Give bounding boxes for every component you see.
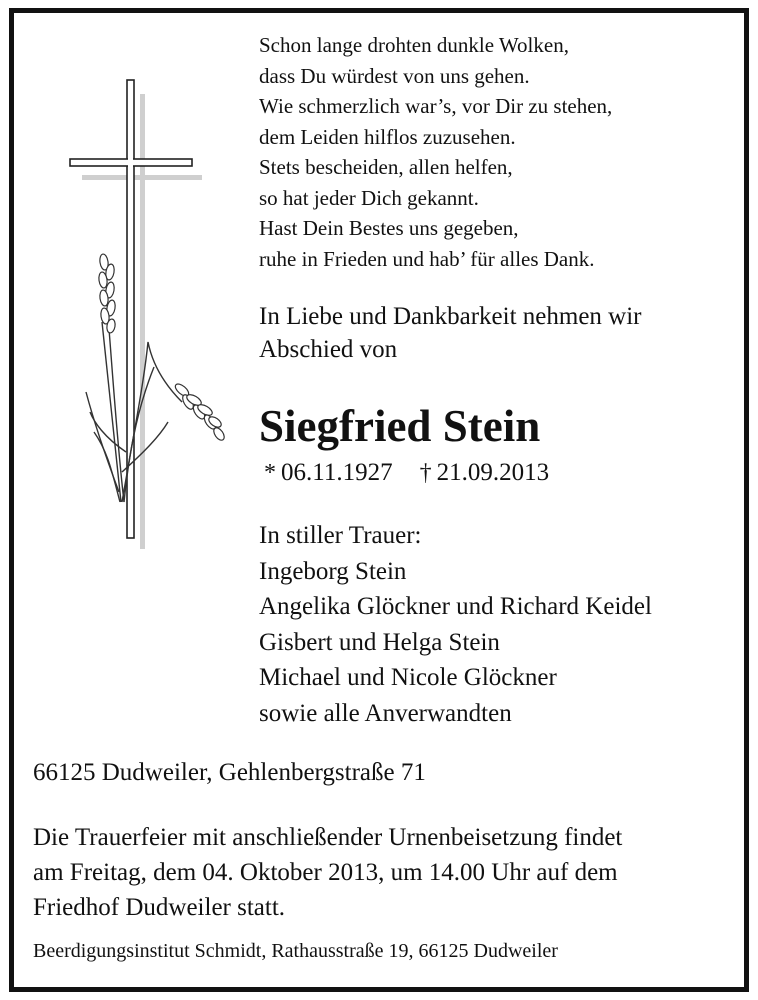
mourner-name: Angelika Glöckner und Richard Keidel xyxy=(259,593,652,620)
death-date: 21.09.2013 xyxy=(436,459,550,486)
poem-line: Stets bescheiden, allen helfen, xyxy=(259,155,513,179)
service-line: Friedhof Dudweiler statt. xyxy=(33,894,286,921)
poem-line: Schon lange drohten dunkle Wolken, xyxy=(259,33,569,57)
mourner-name: Gisbert und Helga Stein xyxy=(259,628,500,656)
life-dates xyxy=(259,456,549,490)
family-address: 66125 Dudweiler, Gehlenbergstraße 71 xyxy=(33,759,426,786)
poem xyxy=(259,30,612,274)
intro-line: In Liebe und Dankbarkeit nehmen wir xyxy=(259,303,642,330)
poem-line: ruhe in Frieden und hab’ für alles Dank. xyxy=(259,246,595,271)
mourner-name: sowie alle Anverwandten xyxy=(259,699,512,727)
farewell-intro xyxy=(259,300,642,366)
mourner-name: Ingeborg Stein xyxy=(259,557,407,585)
service-line: am Freitag, dem 04. Oktober 2013, um 14.00 Uhr auf dem xyxy=(33,859,618,886)
mourners-heading: In stiller Trauer: xyxy=(259,522,422,549)
service-line: Die Trauerfeier mit anschließender Urnenbeisetzung findet xyxy=(33,824,623,851)
birth-date: 06.11.1927 xyxy=(281,459,393,486)
service-details xyxy=(33,820,733,925)
poem-line: Wie schmerzlich war’s, vor Dir zu stehen, xyxy=(259,94,613,118)
intro-line: Abschied von xyxy=(259,336,398,363)
poem-line: dem Leiden hilflos zuzusehen. xyxy=(259,124,516,149)
birth-star-icon: * xyxy=(264,460,276,486)
mourners xyxy=(259,518,652,731)
poem-line: so hat jeder Dich gekannt. xyxy=(259,185,479,210)
mourner-name: Michael und Nicole Glöckner xyxy=(259,664,557,691)
deceased-name: Siegfried Stein xyxy=(259,401,541,451)
undertaker-info: Beerdigungsinstitut Schmidt, Rathausstraße 19, 66125 Dudweiler xyxy=(33,940,558,962)
cross-with-wheat-icon xyxy=(64,72,234,562)
death-cross-icon: † xyxy=(419,460,432,486)
poem-line: Hast Dein Bestes uns gegeben, xyxy=(259,216,519,240)
poem-line: dass Du würdest von uns gehen. xyxy=(259,63,530,88)
